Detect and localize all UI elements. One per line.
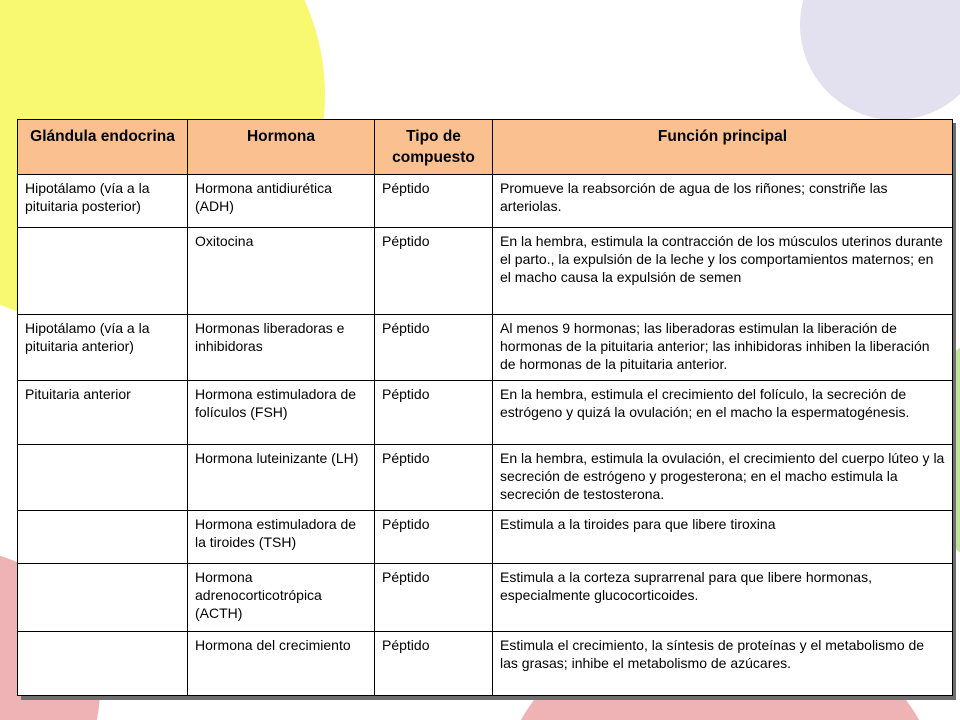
header-hormone: Hormona [188,120,375,175]
cell-function: Al menos 9 hormonas; las liberadoras estimulan la liberación de hormonas de la pituitaria anterior; las inhibidoras inhiben la liberación de hormonas de la pituitaria anterior. [493,315,953,381]
cell-function: Estimula a la corteza suprarrenal para que libere hormonas, especialmente glucocorticoides. [493,564,953,632]
table-header-row [18,120,953,175]
table-row [18,511,953,564]
cell-hormone: Hormona luteinizante (LH) [188,445,375,511]
hormone-table [17,119,953,696]
cell-hormone: Hormona estimuladora de la tiroides (TSH) [188,511,375,564]
cell-type: Péptido [375,445,493,511]
cell-gland [18,632,188,696]
cell-type: Péptido [375,511,493,564]
cell-function: En la hembra, estimula la contracción de los músculos uterinos durante el parto., la expulsión de la leche y los comportamientos maternos; en el macho causa la expulsión de semen [493,228,953,315]
table-row [18,228,953,315]
cell-gland [18,228,188,315]
table-row [18,315,953,381]
header-function: Función principal [493,120,953,175]
cell-gland: Hipotálamo (vía a la pituitaria anterior) [18,315,188,381]
table-row [18,632,953,696]
cell-function: Estimula el crecimiento, la síntesis de proteínas y el metabolismo de las grasas; inhibe el metabolismo de azúcares. [493,632,953,696]
cell-hormone: Hormona antidiurética (ADH) [188,175,375,228]
cell-hormone: Hormona estimuladora de folículos (FSH) [188,381,375,445]
cell-type: Péptido [375,228,493,315]
cell-function: Estimula a la tiroides para que libere tiroxina [493,511,953,564]
cell-function: En la hembra, estimula la ovulación, el crecimiento del cuerpo lúteo y la secreción de estrógeno y progesterona; en el macho estimula la secreción de testosterona. [493,445,953,511]
cell-gland: Hipotálamo (vía a la pituitaria posterior) [18,175,188,228]
table-row [18,381,953,445]
cell-function: Promueve la reabsorción de agua de los riñones; constriñe las arteriolas. [493,175,953,228]
cell-type: Péptido [375,315,493,381]
lavender-circle-decoration [800,0,960,120]
cell-type: Péptido [375,632,493,696]
cell-gland: Pituitaria anterior [18,381,188,445]
cell-gland [18,564,188,632]
cell-function: En la hembra, estimula el crecimiento del folículo, la secreción de estrógeno y quizá la ovulación; en el macho la espermatogénesis. [493,381,953,445]
cell-hormone: Hormona adrenocorticotrópica (ACTH) [188,564,375,632]
hormone-table-container [17,119,952,696]
cell-hormone: Hormonas liberadoras e inhibidoras [188,315,375,381]
cell-type: Péptido [375,564,493,632]
cell-type: Péptido [375,381,493,445]
header-gland: Glándula endocrina [18,120,188,175]
table-row [18,175,953,228]
cell-gland [18,445,188,511]
cell-hormone: Hormona del crecimiento [188,632,375,696]
table-row [18,445,953,511]
cell-gland [18,511,188,564]
header-type: Tipo de compuesto [375,120,493,175]
cell-hormone: Oxitocina [188,228,375,315]
cell-type: Péptido [375,175,493,228]
table-row [18,564,953,632]
